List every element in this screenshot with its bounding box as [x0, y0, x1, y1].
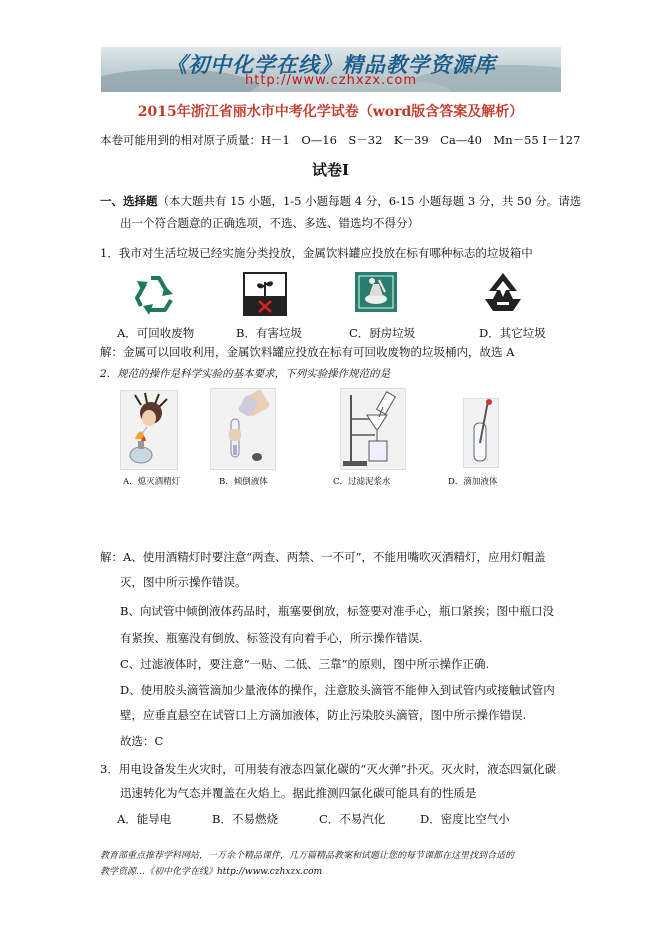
footer-line2: 教学资源…《初中化学在线》http://www.czhxzx.com [100, 867, 323, 877]
kitchen-waste-icon [355, 272, 397, 312]
q2-explain-line: C、过滤液体时，要注意“一贴、二低、三靠”的原则，图中所示操作正确. [120, 657, 490, 671]
banner-title: 《初中化学在线》精品教学资源库 [166, 52, 496, 77]
section1-desc-line2: 出一个符合题意的正确选项，不选、多选、错选均不得分） [120, 216, 419, 230]
q2-explain-line: B、向试管中倾倒液体药品时，瓶塞要倒放，标签要对准手心，瓶口紧挨；图中瓶口没 [120, 604, 554, 618]
photo-extinguish-lamp [120, 390, 178, 470]
q2-explain-line: 解：A、使用酒精灯时要注意“两查、两禁、一不可”，不能用嘴吹灭酒精灯，应用灯帽盖 [100, 550, 546, 564]
q3-option-a: A．能导电 [117, 812, 172, 826]
q2-explain-line: 有紧挨、瓶塞没有倒放、标签没有向着手心，所示操作错误. [120, 631, 423, 645]
q2-answer: 故选：C [120, 734, 164, 748]
photo-pour-liquid [210, 388, 276, 470]
q2-caption-a: A．熄灭酒精灯 [123, 477, 181, 487]
footer-line1: 教育部重点推荐学科网站，一万余个精品课件，几万篇精品教案和试题让您的每节课都在这里找到合适的 [100, 851, 515, 861]
paper-title: 试卷Ⅰ [311, 161, 350, 179]
section1-desc-part1: （本大题共有 15 小题，1-5 小题每题 4 分，6-15 小题每题 3 分，共 50 分。请选 [157, 194, 582, 208]
other-waste-icon [483, 271, 523, 313]
banner-url[interactable]: http://www.czhxzx.com [245, 73, 417, 88]
q1-option-d: D．其它垃圾 [479, 326, 546, 340]
photo-filtration [340, 388, 406, 470]
hazardous-waste-icon [243, 272, 287, 316]
q1-answer: 解：金属可以回收利用，金属饮料罐应投放在标有可回收废物的垃圾桶内，故选 A [100, 345, 515, 359]
atomic-mass-line: 本卷可能用到的相对原子质量：H－1 O—16 S－32 K－39 Ca—40 Mn－55 I－127 [100, 133, 581, 147]
q2-caption-b: B．倾倒液体 [219, 477, 268, 487]
q3-stem-line1: 3．用电设备发生火灾时，可用装有液态四氯化碳的“灭火弹”扑灭。灭火时，液态四氯化碳 [100, 762, 557, 776]
recycle-icon [131, 272, 179, 316]
q3-option-c: C．不易汽化 [319, 812, 386, 826]
q2-explain-line: D、使用胶头滴管滴加少量液体的操作，注意胶头滴管不能伸入到试管内或接触试管内 [120, 683, 555, 697]
q1-stem: 1．我市对生活垃圾已经实施分类投放，金属饮料罐应投放在标有哪种标志的垃圾箱中 [100, 246, 533, 260]
q2-explain-line: 壁，应垂直悬空在试管口上方滴加液体，防止污染胶头滴管，图中所示操作错误. [120, 708, 527, 722]
header-banner [101, 47, 561, 92]
q3-option-b: B．不易燃烧 [212, 812, 278, 826]
q2-explain-line: 灭，图中所示操作错误。 [120, 575, 247, 589]
document-title: 2015年浙江省丽水市中考化学试卷（word版含答案及解析） [137, 104, 524, 120]
q1-option-a: A．可回收废物 [117, 326, 195, 340]
q1-option-b: B．有害垃圾 [236, 326, 302, 340]
q3-stem-line2: 迅速转化为气态并覆盖在火焰上。据此推测四氯化碳可能具有的性质是 [120, 786, 477, 800]
photo-drop-liquid [463, 398, 499, 468]
q1-option-c: C．厨房垃圾 [349, 326, 416, 340]
section1-desc-line1 [100, 194, 581, 209]
q2-caption-c: C．过滤泥浆水 [333, 477, 391, 487]
q3-option-d: D．密度比空气小 [420, 812, 510, 826]
section1-heading: 一、选择题 [100, 194, 158, 208]
q2-stem: 2．规范的操作是科学实验的基本要求，下列实验操作规范的是 [100, 368, 391, 380]
q2-caption-d: D．滴加液体 [448, 477, 498, 487]
